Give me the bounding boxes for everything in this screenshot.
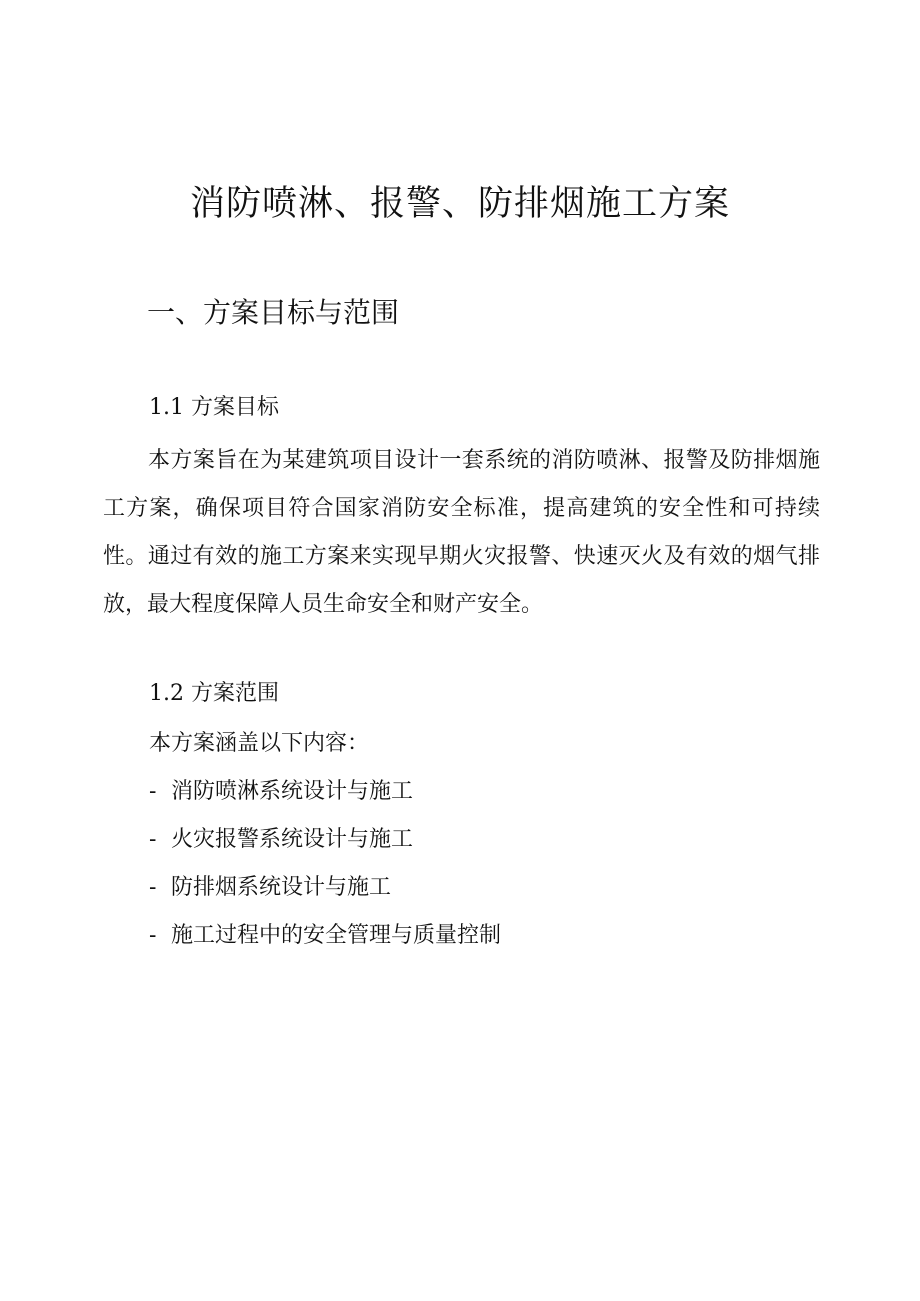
subsection-heading-goal: 1.1 方案目标 <box>149 395 279 420</box>
scope-list <box>149 774 501 966</box>
subsection-heading-scope: 1.2 方案范围 <box>149 681 279 706</box>
list-bullet: - <box>149 923 157 948</box>
list-item-text: 防排烟系统设计与施工 <box>171 875 392 900</box>
list-item <box>149 918 501 966</box>
list-item-text: 火灾报警系统设计与施工 <box>171 827 414 852</box>
list-item-text: 施工过程中的安全管理与质量控制 <box>171 923 502 948</box>
document-title: 消防喷淋、报警、防排烟施工方案 <box>189 184 730 224</box>
goal-paragraph: 本方案旨在为某建筑项目设计一套系统的消防喷淋、报警及防排烟施工方案，确保项目符合国家消防安全标准，提高建筑的安全性和可持续性。通过有效的施工方案来实现早期火灾报警、快速灭火及有效的烟气排放，最大程度保障人员生命安全和财产安全。 <box>103 448 820 617</box>
list-item <box>149 774 501 822</box>
list-bullet: - <box>149 779 157 804</box>
section-heading: 一、方案目标与范围 <box>147 296 400 329</box>
scope-intro: 本方案涵盖以下内容： <box>149 731 370 756</box>
list-item <box>149 870 501 918</box>
list-bullet: - <box>149 827 157 852</box>
list-bullet: - <box>149 875 157 900</box>
list-item <box>149 822 501 870</box>
list-item-text: 消防喷淋系统设计与施工 <box>171 779 414 804</box>
